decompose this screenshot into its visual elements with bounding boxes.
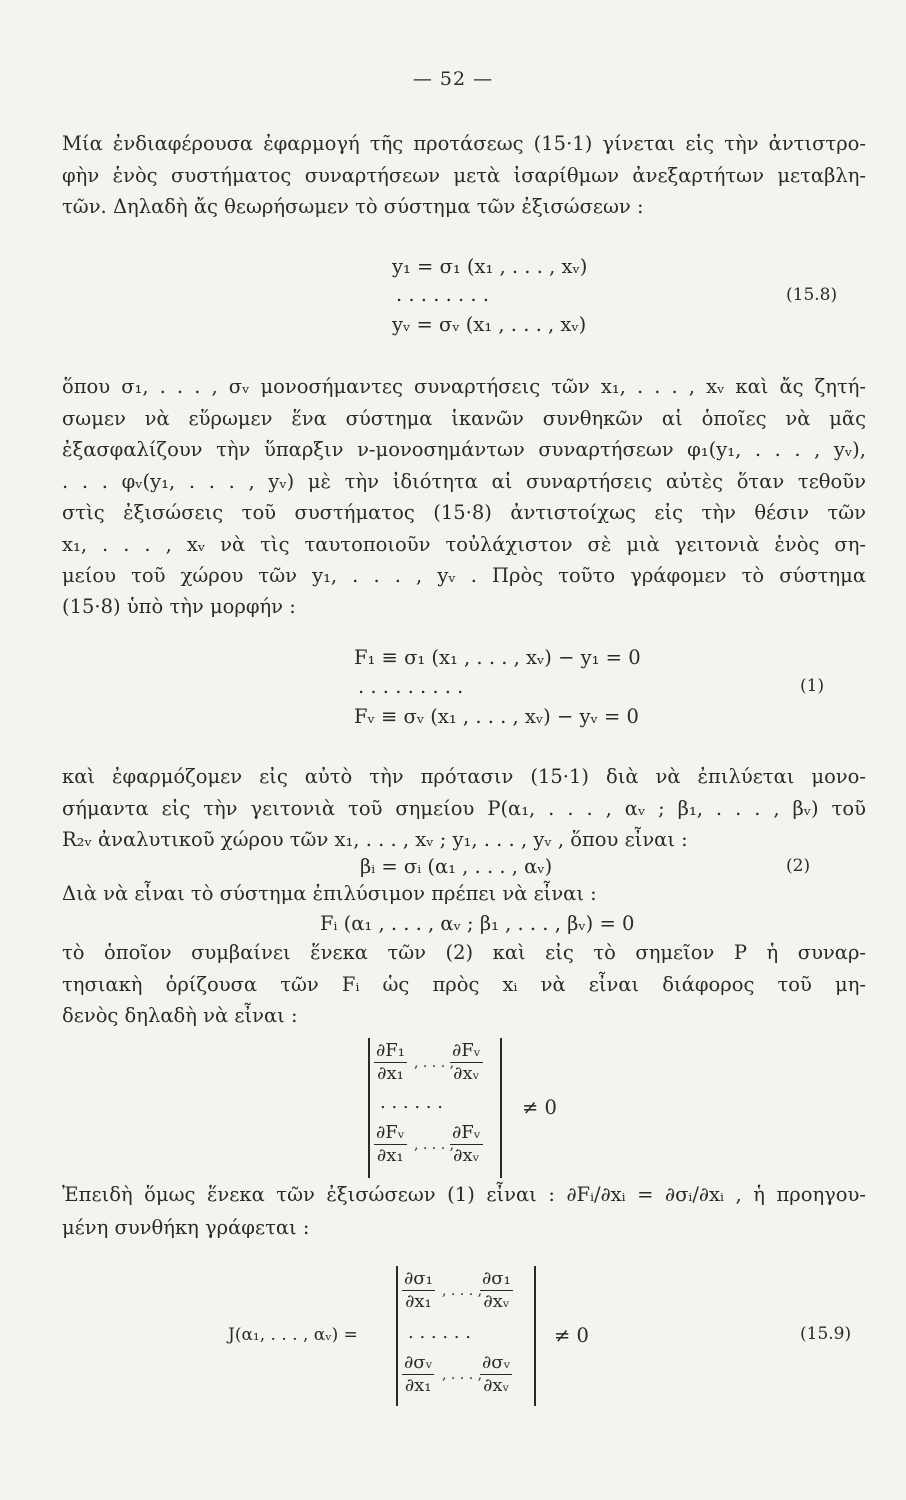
determinant-separator: , . . . , bbox=[414, 1137, 455, 1153]
equation-line: Fᵢ (α₁ , . . . , αᵥ ; β₁ , . . . , βᵥ) = 0 bbox=[320, 912, 635, 935]
text-line: ὅπου σ₁, . . . , σᵥ μονοσήμαντες συναρτήσεις τῶν x₁, . . . , xᵥ καὶ ἄς ζητή- bbox=[62, 375, 866, 398]
jacobian-label: J(α₁, . . . , αᵥ) = bbox=[228, 1325, 358, 1345]
determinant-separator: , . . . , bbox=[414, 1055, 455, 1071]
determinant-entry: $\frac{\text{∂F₁}}{\text{∂x₁}}$ bbox=[376, 1040, 406, 1084]
text-line: Ἐπειδὴ ὅμως ἕνεκα τῶν ἐξισώσεων (1) εἶναι : ∂Fᵢ/∂xᵢ = ∂σᵢ/∂xᵢ , ἡ προηγου- bbox=[62, 1183, 866, 1206]
determinant-entry: $\frac{\text{∂σᵥ}}{\text{∂x₁}}$ bbox=[404, 1352, 433, 1396]
equation-number: (15.8) bbox=[786, 285, 838, 305]
determinant-entry: $\frac{\text{∂σ₁}}{\text{∂x₁}}$ bbox=[404, 1268, 433, 1312]
text-line: σωμεν νὰ εὕρωμεν ἕνα σύστημα ἱκανῶν συνθηκῶν αἱ ὁποῖες νὰ μᾶς bbox=[62, 407, 866, 430]
equation-number: (2) bbox=[786, 856, 811, 876]
page-number: — 52 — bbox=[412, 68, 494, 90]
equation-dots: . . . . . . . . . bbox=[358, 675, 464, 698]
text-line: μένη συνθήκη γράφεται : bbox=[62, 1216, 310, 1239]
text-line: Διὰ νὰ εἶναι τὸ σύστημα ἐπιλύσιμον πρέπει νὰ εἶναι : bbox=[62, 882, 597, 905]
text-line: . . . φᵥ(y₁, . . . , yᵥ) μὲ τὴν ἰδιότητα αἱ συναρτήσεις αὐτὲς ὅταν τεθοῦν bbox=[62, 470, 866, 493]
text-line: τὸ ὁποῖον συμβαίνει ἕνεκα τῶν (2) καὶ εἰς τὸ σημεῖον P ἡ συναρ- bbox=[62, 941, 866, 964]
equation-line: βᵢ = σᵢ (α₁ , . . . , αᵥ) bbox=[360, 855, 553, 878]
determinant-entry: $\frac{\text{∂Fᵥ}}{\text{∂x₁}}$ bbox=[376, 1122, 405, 1166]
text-line: μείου τοῦ χώρου τῶν y₁, . . . , yᵥ . Πρὸς τοῦτο γράφομεν τὸ σύστημα bbox=[62, 564, 866, 587]
determinant-entry: $\frac{\text{∂σ₁}}{\text{∂xᵥ}}$ bbox=[482, 1268, 511, 1312]
equation-line: Fᵥ ≡ σᵥ (x₁ , . . . , xᵥ) − yᵥ = 0 bbox=[354, 705, 639, 728]
text-line: στὶς ἐξισώσεις τοῦ συστήματος (15·8) ἀντιστοίχως εἰς τὴν θέσιν τῶν bbox=[62, 501, 866, 524]
text-line: δενὸς δηλαδὴ νὰ εἶναι : bbox=[62, 1004, 298, 1027]
determinant-entry: $\frac{\text{∂Fᵥ}}{\text{∂xᵥ}}$ bbox=[452, 1122, 481, 1166]
determinant-condition: ≠ 0 bbox=[522, 1096, 557, 1119]
determinant-condition: ≠ 0 bbox=[554, 1324, 589, 1347]
text-line: καὶ ἐφαρμόζομεν εἰς αὐτὸ τὴν πρότασιν (15·1) διὰ νὰ ἐπιλύεται μονο- bbox=[62, 765, 866, 788]
determinant-dots: . . . . . . bbox=[408, 1322, 471, 1343]
determinant-entry: $\frac{\text{∂Fᵥ}}{\text{∂xᵥ}}$ bbox=[452, 1040, 481, 1084]
determinant-entry: $\frac{\text{∂σᵥ}}{\text{∂xᵥ}}$ bbox=[482, 1352, 511, 1396]
equation-dots: . . . . . . . . bbox=[396, 283, 489, 306]
equation-line: y₁ = σ₁ (x₁ , . . . , xᵥ) bbox=[392, 255, 588, 278]
equation-number: (15.9) bbox=[800, 1324, 852, 1344]
determinant-separator: , . . . , bbox=[442, 1367, 483, 1383]
text-line: R₂ᵥ ἀναλυτικοῦ χώρου τῶν x₁, . . . , xᵥ ; y₁, . . . , yᵥ , ὅπου εἶναι : bbox=[62, 828, 688, 851]
text-line: σήμαντα εἰς τὴν γειτονιὰ τοῦ σημείου P(α₁, . . . , αᵥ ; β₁, . . . , βᵥ) τοῦ bbox=[62, 797, 866, 820]
equation-number: (1) bbox=[800, 676, 825, 696]
equation-line: yᵥ = σᵥ (x₁ , . . . , xᵥ) bbox=[392, 313, 587, 336]
text-line: τῶν. Δηλαδὴ ἄς θεωρήσωμεν τὸ σύστημα τῶν ἐξισώσεων : bbox=[62, 195, 644, 218]
text-line: ἐξασφαλίζουν τὴν ὕπαρξιν ν-μονοσημάντων συναρτήσεων φ₁(y₁, . . . , yᵥ), bbox=[62, 438, 866, 461]
text-line: (15·8) ὑπὸ τὴν μορφήν : bbox=[62, 595, 296, 618]
determinant-dots: . . . . . . bbox=[380, 1092, 443, 1113]
determinant-separator: , . . . , bbox=[442, 1283, 483, 1299]
text-line: τησιακὴ ὁρίζουσα τῶν Fᵢ ὡς πρὸς xᵢ νὰ εἶναι διάφορος τοῦ μη- bbox=[62, 973, 866, 996]
text-line: Μία ἐνδιαφέρουσα ἐφαρμογή τῆς προτάσεως (15·1) γίνεται εἰς τὴν ἀντιστρο- bbox=[62, 132, 866, 155]
equation-line: F₁ ≡ σ₁ (x₁ , . . . , xᵥ) − y₁ = 0 bbox=[354, 646, 641, 669]
text-line: φὴν ἑνὸς συστήματος συναρτήσεων μετὰ ἰσαρίθμων ἀνεξαρτήτων μεταβλη- bbox=[62, 164, 866, 187]
text-line: x₁, . . . , xᵥ νὰ τὶς ταυτοποιοῦν τοὐλάχιστον σὲ μιὰ γειτονιὰ ἑνὸς ση- bbox=[62, 533, 866, 556]
